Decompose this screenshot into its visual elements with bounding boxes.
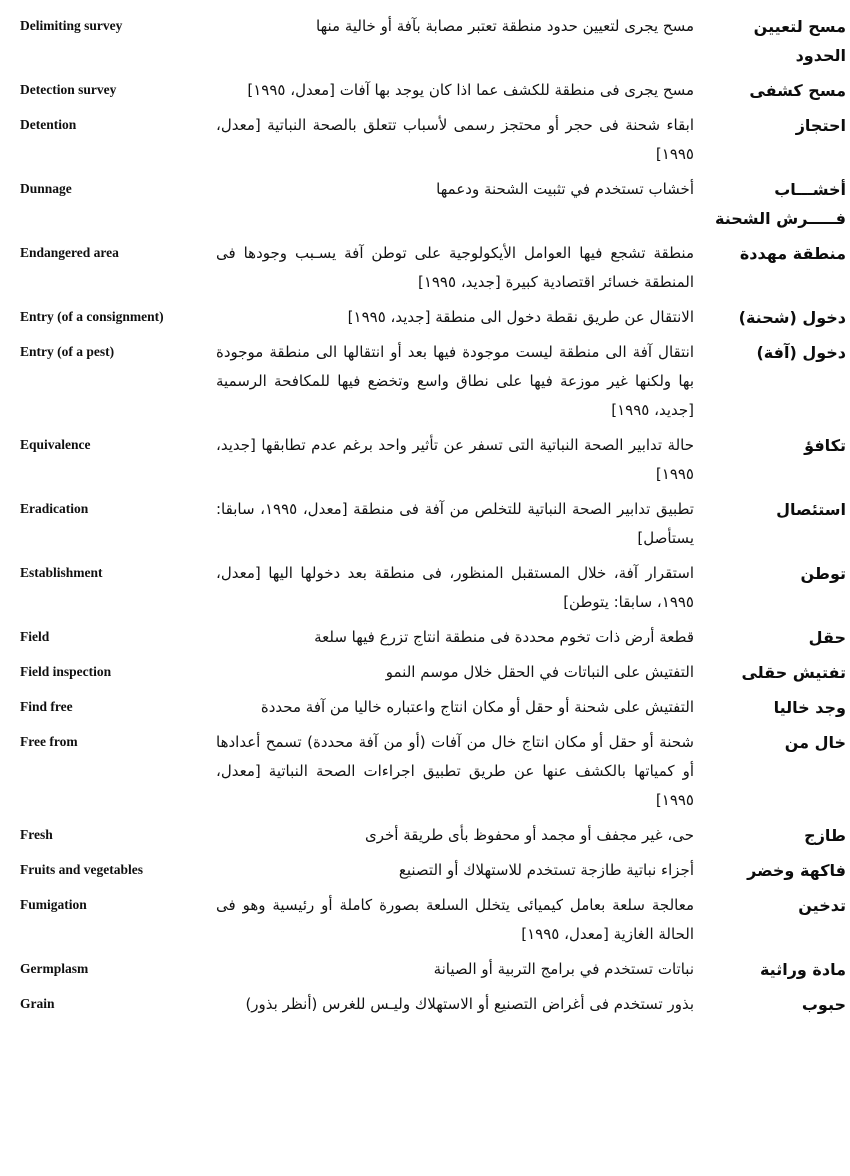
arabic-definition: حالة تدابير الصحة النباتية التى تسفر عن تأثير واحد برغم عدم تطابقها [جديد، ١٩٩٥] xyxy=(216,436,694,483)
arabic-definition: منطقة تشجع فيها العوامل الأيكولوجية على توطن آفة يسـبب وجودها فى المنطقة خسائر اقتصادية كبيرة [جديد، ١٩٩٥] xyxy=(216,244,694,291)
glossary-row xyxy=(20,623,846,652)
arabic-term: دخول (شحنة) xyxy=(738,308,846,327)
english-term: Delimiting survey xyxy=(20,18,123,33)
arabic-definition: استقرار آفة، خلال المستقبل المنظور، فى منطقة بعد دخولها اليها [معدل، ١٩٩٥، سابقا: يتوطن] xyxy=(216,564,694,611)
arabic-term: استئصال xyxy=(776,500,846,519)
english-term: Fumigation xyxy=(20,897,87,912)
glossary-row xyxy=(20,658,846,687)
arabic-definition: مسح يجرى فى منطقة للكشف عما اذا كان يوجد بها آفات [معدل، ١٩٩٥] xyxy=(247,81,694,99)
arabic-definition: نباتات تستخدم في برامج التربية أو الصيانة xyxy=(433,960,694,978)
arabic-term: احتجاز xyxy=(795,116,846,135)
glossary-row xyxy=(20,303,846,332)
arabic-definition: ابقاء شحنة فى حجر أو محتجز رسمى لأسباب تتعلق بالصحة النباتية [معدل، ١٩٩٥] xyxy=(216,116,694,163)
arabic-term: مسح لتعيين الحدود xyxy=(753,17,846,65)
arabic-definition: تطبيق تدابير الصحة النباتية للتخلص من آفة فى منطقة [معدل، ١٩٩٥، سابقا: يستأصل] xyxy=(216,500,694,547)
english-term: Field xyxy=(20,629,50,644)
arabic-definition: انتقال آفة الى منطقة ليست موجودة فيها بعد أو انتقالها الى منطقة موجودة بها ولكنها غير موزعة فيها على نطاق واسع وتخضع فيها للمكافحة الرسمية [جديد، ١٩٩٥] xyxy=(216,343,694,419)
arabic-term: مادة وراثية xyxy=(759,960,846,979)
arabic-definition: بذور تستخدم فى أغراض التصنيع أو الاستهلاك وليـس للغرس (أنظر بذور) xyxy=(245,995,694,1013)
glossary-row xyxy=(20,338,846,425)
arabic-definition: شحنة أو حقل أو مكان انتاج خال من آفات (أو من آفة محددة) تسمح أعدادها أو كمياتها بالكشف عنها عن طريق تطبيق اجراءات الصحة النباتية [معدل، ١٩٩٥] xyxy=(216,733,694,809)
arabic-term: طازج xyxy=(804,826,846,845)
english-term: Fresh xyxy=(20,827,53,842)
glossary-row xyxy=(20,821,846,850)
arabic-term: خال من xyxy=(784,733,846,752)
arabic-definition: حى، غير مجفف أو مجمد أو محفوظ بأى طريقة أخرى xyxy=(365,826,694,844)
arabic-definition: مسح يجرى لتعيين حدود منطقة تعتبر مصابة بآفة أو خالية منها xyxy=(316,17,694,35)
arabic-definition: قطعة أرض ذات تخوم محددة فى منطقة انتاج تزرع فيها سلعة xyxy=(314,628,694,646)
english-term: Find free xyxy=(20,699,73,714)
glossary-row xyxy=(20,111,846,169)
arabic-term: تدخين xyxy=(798,896,846,915)
glossary-row xyxy=(20,12,846,70)
glossary-row xyxy=(20,693,846,722)
english-term: Fruits and vegetables xyxy=(20,862,143,877)
glossary-row xyxy=(20,239,846,297)
glossary-row xyxy=(20,955,846,984)
glossary-table xyxy=(20,12,846,1019)
arabic-term: تفتيش حقلى xyxy=(741,663,846,682)
arabic-term: وجد خاليا xyxy=(773,698,846,717)
arabic-definition: معالجة سلعة بعامل كيميائى يتخلل السلعة بصورة كاملة أو رئيسية وهو فى الحالة الغازية [معدل، ١٩٩٥] xyxy=(216,896,694,943)
arabic-term: تكافؤ xyxy=(804,436,846,455)
glossary-row xyxy=(20,495,846,553)
english-term: Endangered area xyxy=(20,245,119,260)
english-term: Entry (of a consignment) xyxy=(20,309,164,324)
arabic-definition: أجزاء نباتية طازجة تستخدم للاستهلاك أو التصنيع xyxy=(398,861,694,879)
arabic-term: فاكهة وخضر xyxy=(747,861,846,880)
arabic-term: حقل xyxy=(808,628,846,647)
arabic-term: توطن xyxy=(800,564,846,583)
arabic-definition: أخشاب تستخدم في تثبيت الشحنة ودعمها xyxy=(436,180,694,198)
arabic-term: مسح كشفى xyxy=(749,81,846,100)
english-term: Field inspection xyxy=(20,664,112,679)
arabic-term: حبوب xyxy=(801,995,846,1014)
glossary-row xyxy=(20,76,846,105)
arabic-definition: الانتقال عن طريق نقطة دخول الى منطقة [جديد، ١٩٩٥] xyxy=(347,308,694,326)
arabic-term: أخشـــاب فـــــرش الشحنة xyxy=(715,180,846,228)
glossary-row xyxy=(20,728,846,815)
arabic-definition: التفتيش على شحنة أو حقل أو مكان انتاج واعتباره خاليا من آفة محددة xyxy=(260,698,694,716)
arabic-term: دخول (آفة) xyxy=(756,343,846,362)
english-term: Free from xyxy=(20,734,78,749)
arabic-definition: التفتيش على النباتات في الحقل خلال موسم النمو xyxy=(385,663,694,681)
english-term: Establishment xyxy=(20,565,103,580)
english-term: Detention xyxy=(20,117,77,132)
english-term: Equivalence xyxy=(20,437,91,452)
glossary-row xyxy=(20,559,846,617)
glossary-row xyxy=(20,431,846,489)
glossary-row xyxy=(20,891,846,949)
english-term: Eradication xyxy=(20,501,89,516)
english-term: Dunnage xyxy=(20,181,72,196)
glossary-row xyxy=(20,990,846,1019)
glossary-row xyxy=(20,175,846,233)
glossary-row xyxy=(20,856,846,885)
arabic-term: منطقة مهددة xyxy=(739,244,846,263)
english-term: Detection survey xyxy=(20,82,117,97)
english-term: Entry (of a pest) xyxy=(20,344,115,359)
english-term: Germplasm xyxy=(20,961,89,976)
english-term: Grain xyxy=(20,996,55,1011)
